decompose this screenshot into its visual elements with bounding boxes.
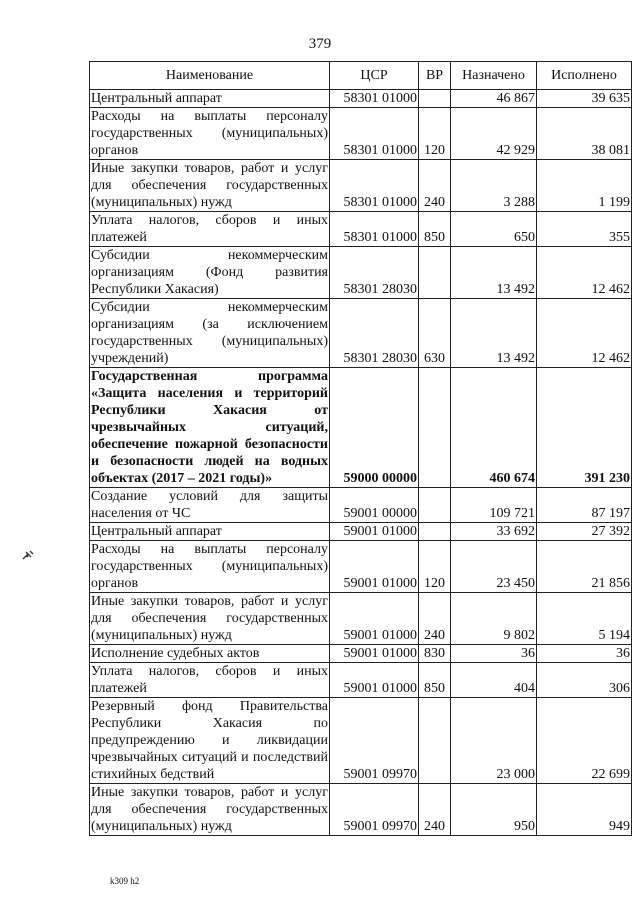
cell-vr (419, 698, 451, 784)
cell-assigned: 36 (451, 645, 537, 663)
table-row (90, 108, 632, 160)
header-name: Наименование (90, 62, 330, 90)
cell-assigned: 3 288 (451, 160, 537, 212)
cell-assigned: 46 867 (451, 90, 537, 108)
cell-vr: 850 (419, 663, 451, 698)
header-row (90, 62, 632, 90)
cell-executed: 36 (537, 645, 632, 663)
cell-vr: 120 (419, 108, 451, 160)
cell-name: Уплата налогов, сборов и иных платежей (91, 213, 328, 245)
cell-csr: 59001 09970 (330, 784, 419, 836)
table-row (90, 212, 632, 247)
table-row (90, 523, 632, 541)
cell-vr: 240 (419, 784, 451, 836)
cell-vr (419, 488, 451, 523)
cell-executed: 1 199 (537, 160, 632, 212)
table-row (90, 593, 632, 645)
cell-csr: 59001 00000 (330, 488, 419, 523)
cell-csr: 59001 01000 (330, 523, 419, 541)
cell-name: Расходы на выплаты персоналу государственных (муниципальных) органов (91, 542, 328, 591)
table-row (90, 299, 632, 368)
cell-csr: 58301 01000 (330, 108, 419, 160)
budget-table (89, 61, 632, 836)
cell-csr: 59001 01000 (330, 593, 419, 645)
cell-csr: 59000 00000 (330, 368, 419, 488)
cell-name: Расходы на выплаты персоналу государственных (муниципальных) органов (91, 109, 328, 158)
table-row (90, 247, 632, 299)
cell-executed: 39 635 (537, 90, 632, 108)
cell-csr: 58301 28030 (330, 247, 419, 299)
cell-name: Центральный аппарат (90, 90, 330, 108)
cell-vr: 830 (419, 645, 451, 663)
cell-csr: 58301 01000 (330, 90, 419, 108)
table-row (90, 784, 632, 836)
header-assigned: Назначено (451, 62, 537, 90)
cell-vr: 240 (419, 593, 451, 645)
cell-csr: 59001 09970 (330, 698, 419, 784)
cell-assigned: 109 721 (451, 488, 537, 523)
cell-assigned: 460 674 (451, 368, 537, 488)
table-row (90, 663, 632, 698)
cell-assigned: 650 (451, 212, 537, 247)
cell-csr: 59001 01000 (330, 663, 419, 698)
cell-executed: 21 856 (537, 541, 632, 593)
cell-vr (419, 523, 451, 541)
cell-vr: 240 (419, 160, 451, 212)
cell-name: Создание условий для защиты населения от ЧС (91, 489, 328, 521)
cell-name: Субсидии некоммерческим организациям (Фонд развития Республики Хакасия) (91, 248, 328, 297)
cell-name: Исполнение судебных актов (90, 645, 330, 663)
cell-assigned: 9 802 (451, 593, 537, 645)
cell-name: Иные закупки товаров, работ и услуг для обеспечения государственных (муниципальных) нужд (91, 161, 328, 210)
cell-vr (419, 247, 451, 299)
cell-name: Иные закупки товаров, работ и услуг для обеспечения государственных (муниципальных) нужд (91, 785, 328, 834)
cell-executed: 27 392 (537, 523, 632, 541)
cell-name: Уплата налогов, сборов и иных платежей (91, 664, 328, 696)
cell-vr: 120 (419, 541, 451, 593)
page-number: 379 (308, 36, 332, 52)
cell-csr: 59001 01000 (330, 645, 419, 663)
cell-vr: 630 (419, 299, 451, 368)
header-csr: ЦСР (330, 62, 419, 90)
cell-executed: 5 194 (537, 593, 632, 645)
cell-assigned: 33 692 (451, 523, 537, 541)
cell-assigned: 42 929 (451, 108, 537, 160)
cell-csr: 59001 01000 (330, 541, 419, 593)
cell-assigned: 404 (451, 663, 537, 698)
table-body (90, 90, 632, 836)
table-row (90, 698, 632, 784)
cell-vr: 850 (419, 212, 451, 247)
table-row (90, 90, 632, 108)
cell-vr (419, 90, 451, 108)
cell-executed: 38 081 (537, 108, 632, 160)
cell-name: Центральный аппарат (90, 523, 330, 541)
table-row (90, 645, 632, 663)
cell-csr: 58301 28030 (330, 299, 419, 368)
cell-assigned: 23 000 (451, 698, 537, 784)
table-row (90, 160, 632, 212)
cell-executed: 87 197 (537, 488, 632, 523)
cell-csr: 58301 01000 (330, 212, 419, 247)
cell-assigned: 13 492 (451, 299, 537, 368)
cell-executed: 12 462 (537, 299, 632, 368)
cell-name: Субсидии некоммерческим организациям (за исключением государственных (муниципальных) учреждений) (91, 300, 328, 366)
cell-name: Иные закупки товаров, работ и услуг для обеспечения государственных (муниципальных) нужд (91, 594, 328, 643)
cell-name: Государственная программа «Защита населения и территорий Республики Хакасия от чрезвычайных ситуаций, обеспечение пожарной безопасности и безопасности людей на водных объектах (2017 – 2021 годы)» (91, 369, 328, 486)
cell-executed: 355 (537, 212, 632, 247)
cell-vr (419, 368, 451, 488)
header-vr: ВР (419, 62, 451, 90)
cell-csr: 58301 01000 (330, 160, 419, 212)
table-row (90, 541, 632, 593)
cell-executed: 949 (537, 784, 632, 836)
header-executed: Исполнено (537, 62, 632, 90)
cell-executed: 391 230 (537, 368, 632, 488)
cell-assigned: 23 450 (451, 541, 537, 593)
cell-name: Резервный фонд Правительства Республики Хакасия по предупреждению и ликвидации чрезвычайных ситуаций и последствий стихийных бедствий (91, 699, 328, 782)
footer-code: k309 h2 (110, 876, 140, 886)
table-row (90, 368, 632, 488)
pen-mark-icon (21, 548, 35, 562)
cell-executed: 22 699 (537, 698, 632, 784)
table-row (90, 488, 632, 523)
cell-executed: 12 462 (537, 247, 632, 299)
cell-assigned: 13 492 (451, 247, 537, 299)
cell-assigned: 950 (451, 784, 537, 836)
cell-executed: 306 (537, 663, 632, 698)
